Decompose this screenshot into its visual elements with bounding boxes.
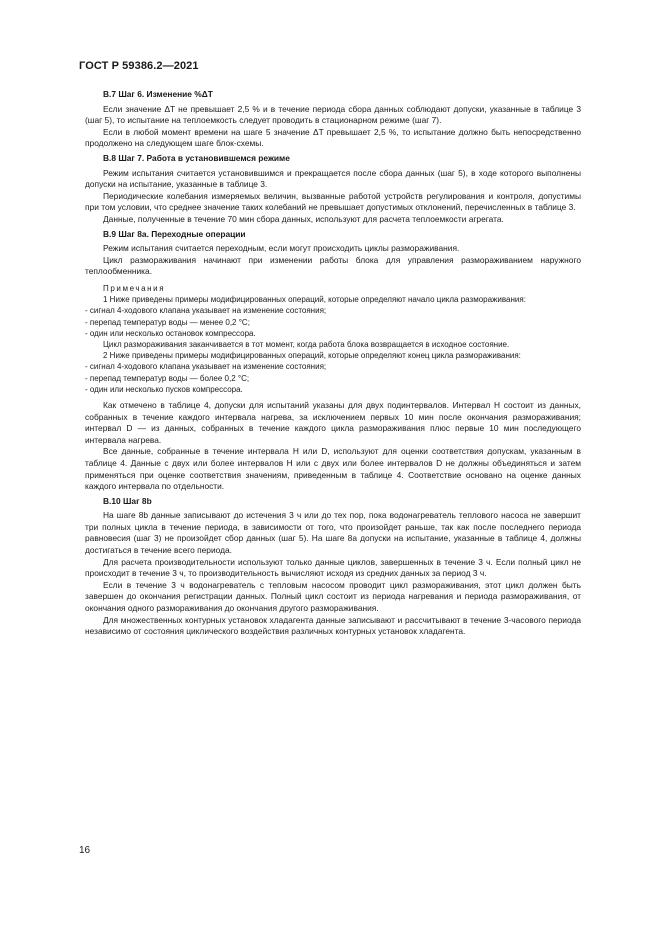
- note-list-item: - один или несколько пусков компрессора.: [85, 384, 243, 394]
- paragraph: Режим испытания считается установившимся и прекращается после сбора данных (шаг 5), в ходе которого выполнены допуски на испытание, указанные в таблице 3.: [85, 167, 581, 190]
- paragraph: Если в течение 3 ч водонагреватель с тепловым насосом проводит цикл размораживания, этот цикл должен быть завершен до окончания регистрации данных. Полный цикл состоит из периода нагревания и периода размораживания, от окончания одного размораживания до окончания другого размораживания.: [85, 579, 581, 614]
- document-body: [85, 89, 581, 638]
- paragraph: Все данные, собранные в течение интервала H или D, используют для оценки соответствия допускам, указанным в таблице 4. Данные с двух или более интервалов H или с двух или более интервалов D не должны объединяться и затем применяться при оценке соответствия значениям, приведенным в таблице 4. Соответствие основано на оценке данных каждого интервала по отдельности.: [85, 446, 581, 492]
- note-list-item: - сигнал 4-ходового клапана указывает на изменение состояния;: [85, 306, 327, 316]
- paragraph: Цикл размораживания начинают при изменении работы блока для управления размораживанием наружного теплообменника.: [85, 254, 581, 277]
- note-list-item: - сигнал 4-ходового клапана указывает на изменение состояния;: [85, 362, 327, 372]
- paragraph: Для множественных контурных установок хладагента данные записывают и рассчитывают в течение 3-часового периода независимо от состояния циклического воздействия различных контурных установок хладагента.: [85, 614, 581, 637]
- paragraph: Данные, полученные в течение 70 мин сбора данных, используют для расчета теплоемкости агрегата.: [103, 213, 504, 224]
- paragraph: Как отмечено в таблице 4, допуски для испытаний указаны для двух подинтервалов. Интервал H состоит из данных, собранных в течение каждого интервала нагрева, за исключением первых 10 мин после окончания размораживания; интервал D — из данных, собранных в течение каждого цикла размораживания плюс первые 10 мин последующего интервала нагрева.: [85, 399, 581, 445]
- note-1-intro: 1 Ниже приведены примеры модифицированных операций, которые определяют начало цикла размораживания:: [103, 295, 526, 305]
- document-header: ГОСТ Р 59386.2—2021: [79, 60, 199, 72]
- paragraph: Периодические колебания измеряемых величин, вызванные работой устройств регулирования и контроля, допустимы при том условии, что среднее значение таких колебаний не превышает допустимых отклонений, перечисленных в таблице 3.: [85, 190, 581, 213]
- page-number: 16: [79, 845, 91, 856]
- notes-block: [85, 283, 581, 395]
- note-1-end: Цикл размораживания заканчивается в тот момент, когда работа блока возвращается в исходное состояние.: [103, 339, 510, 349]
- notes-label: Примечания: [103, 283, 166, 293]
- note-list-item: - один или несколько остановок компрессора.: [85, 328, 256, 338]
- note-list-item: - перепад температур воды — более 0,2 °С;: [85, 373, 250, 383]
- paragraph: Для расчета производительности используют только данные циклов, завершенных в течение 3 ч. Если полный цикл не происходит в течение 3 ч, то производительность вычисляют исходя из средних данных за период 3 ч.: [85, 556, 581, 579]
- note-2-intro: 2 Ниже приведены примеры модифицированных операций, которые определяют конец цикла размораживания:: [103, 351, 521, 361]
- section-b10-heading: В.10 Шаг 8b: [103, 495, 152, 506]
- paragraph: Режим испытания считается переходным, если могут происходить циклы размораживания.: [103, 243, 460, 254]
- note-list-item: - перепад температур воды — менее 0,2 °С;: [85, 317, 250, 327]
- paragraph: На шаге 8b данные записывают до истечения 3 ч или до тех пор, пока водонагреватель теплового насоса не завершит три полных цикла в течение периода, в зависимости от того, что произойдет раньше, так как после последнего периода равновесия (шаг 3) не произойдет сбор данных (шаг 5). На шаге 8а допуски на испытание, указанные в таблице 4, должны достигаться в течение всего периода.: [85, 510, 581, 556]
- section-b8-heading: В.8 Шаг 7. Работа в установившемся режиме: [103, 152, 290, 163]
- section-b9-heading: В.9 Шаг 8а. Переходные операции: [103, 228, 246, 239]
- section-b7-heading: В.7 Шаг 6. Изменение %ΔT: [103, 89, 213, 99]
- paragraph: Если в любой момент времени на шаге 5 значение ΔT превышает 2,5 %, то испытание должно быть непосредственно продолжено на следующем шаге блок-схемы.: [85, 126, 581, 149]
- paragraph: Если значение ΔT не превышает 2,5 % и в течение периода сбора данных соблюдают допуски, указанные в таблице 3 (шаг 5), то испытание на теплоемкость следует проводить в стационарном режиме (шаг 7).: [85, 103, 581, 126]
